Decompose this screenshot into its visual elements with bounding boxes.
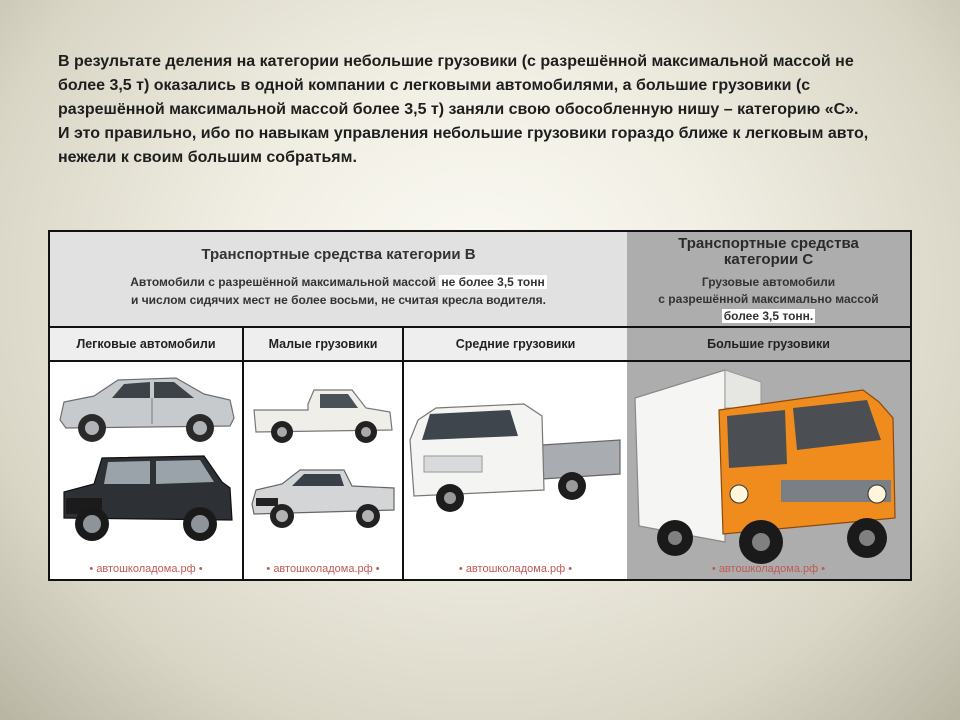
column-header-medium-trucks: Средние грузовики bbox=[404, 328, 627, 360]
intro-line: нежели к своим большим собратьям. bbox=[58, 149, 357, 166]
category-c-title-line1: Транспортные средства bbox=[678, 235, 859, 252]
category-c-desc-line1: Грузовые автомобили bbox=[701, 275, 836, 289]
crossover-car-image bbox=[54, 368, 240, 448]
intro-line: более 3,5 т) оказались в одной компании с легковыми автомобилями, а большие грузовики (с bbox=[58, 77, 811, 94]
intro-line: В результате деления на категории небольшие грузовики (с разрешённой максимальной массой не bbox=[58, 53, 854, 70]
watermark: • автошколадома.рф • bbox=[711, 563, 826, 575]
large-trucks-image-cell bbox=[627, 362, 910, 579]
category-b-title: Транспортные средства категории В bbox=[201, 246, 476, 263]
category-b-header bbox=[50, 232, 627, 326]
intro-line: разрешённой максимальной массой более 3,5 т) заняли свою обособленную нишу – категорию «С». bbox=[58, 101, 859, 118]
category-c-title-line2: категории С bbox=[723, 251, 814, 268]
category-b-mass-highlight: не более 3,5 тонн bbox=[441, 275, 545, 289]
intro-paragraph bbox=[58, 50, 938, 170]
small-trucks-image-cell bbox=[244, 362, 402, 579]
column-header-small-trucks: Малые грузовики bbox=[244, 328, 402, 360]
category-b-description bbox=[50, 275, 627, 289]
intro-line: И это правильно, ибо по навыкам управления небольшие грузовики гораздо ближе к легковым авто, bbox=[58, 125, 869, 142]
category-c-title bbox=[627, 236, 910, 268]
large-box-truck-image bbox=[631, 368, 907, 568]
table-divider bbox=[50, 360, 910, 362]
small-pickup-truck-image bbox=[248, 380, 398, 452]
watermark: • автошколадома.рф • bbox=[89, 563, 203, 575]
table-divider bbox=[242, 326, 244, 579]
category-c-description bbox=[627, 274, 910, 325]
medium-trucks-image-cell bbox=[404, 362, 627, 579]
category-c-mass-highlight: более 3,5 тонн. bbox=[723, 309, 814, 323]
medium-flatbed-truck-image bbox=[406, 400, 624, 520]
category-c-desc-line2: с разрешённой максимально массой bbox=[658, 292, 879, 306]
category-b-desc-text: Автомобили с разрешённой максимальной массой bbox=[130, 275, 436, 289]
table-divider bbox=[50, 326, 910, 328]
watermark: • автошколадома.рф • bbox=[266, 563, 380, 575]
column-header-large-trucks: Большие грузовики bbox=[627, 328, 910, 360]
table-divider bbox=[402, 326, 404, 579]
watermark: • автошколадома.рф • bbox=[458, 563, 573, 575]
vehicle-category-table bbox=[48, 230, 912, 581]
cars-image-cell bbox=[50, 362, 242, 579]
offroad-car-image bbox=[54, 448, 240, 548]
compact-pickup-truck-image bbox=[248, 458, 398, 538]
column-header-cars: Легковые автомобили bbox=[50, 328, 242, 360]
category-c-header bbox=[627, 232, 910, 326]
category-b-seats-text: и числом сидячих мест не более восьми, не считая кресла водителя. bbox=[131, 293, 546, 307]
